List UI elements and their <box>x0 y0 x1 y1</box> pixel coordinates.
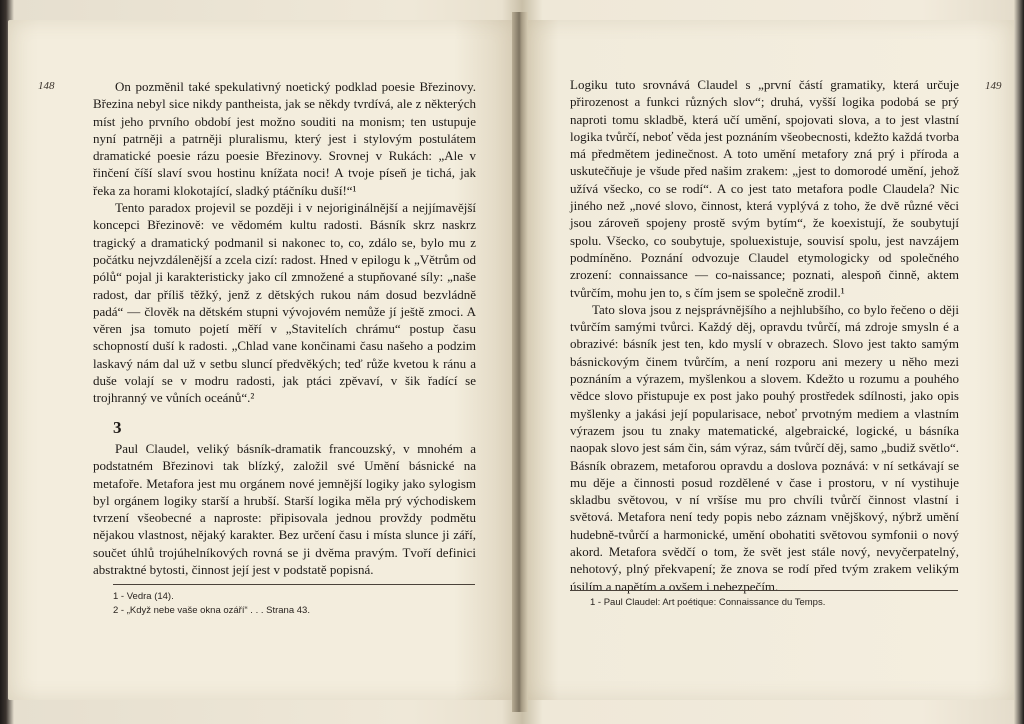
footnote-1: 1 - Vedra (14). <box>113 591 174 602</box>
section-number: 3 <box>113 418 122 437</box>
left-page-body <box>93 78 476 407</box>
right-footnote-1: 1 - Paul Claudel: Art poétique: Connaissance du Temps. <box>590 597 826 608</box>
right-paragraph-1: Logiku tuto srovnává Claudel s „první částí gramatiky, která určuje přirozenost a funkci různých slov“; druhá, vyšší logika podobá se prý naproti tomu skladbě, která učí umění, spojovati slova, a to jest vlastní logika tvůrčí, neboť věda jest poznáním všeobecnosti, kdežto každá tvorba má předmětem jedinečnost. A toto umění metafory zná prý i příroda a uskutečňuje je všude před našim zrakem: „jest to domorodé umění, jehož užívá všecko, co se rodí“. A co jest tato metafora podle Claudela? Nic jiného než „nové slovo, činnost, která vyplývá z toho, že dvě různé věci jsou zároveň spojeny prostě svým bytím“, že koexistují, že soubytují spolu. Všecko, co soubytuje, spoluexistuje, souvisí spolu, jest navzájem podmíněno. Poznání odvozuje Claudel etymologicky od společného zrození: connaissance — co-naissance; poznati, alespoň činně, aktem tvůrčím, mohu jen to, s čím jsem se společně zrodil.¹ <box>570 77 959 300</box>
footnote-2: 2 - „Když nebe vaše okna ozáří“ . . . Strana 43. <box>113 605 310 616</box>
right-paragraph-2: Tato slova jsou z nejsprávnějšího a nejhlubšího, co bylo řečeno o ději tvůrčím samými tvůrci. Každý děj, opravdu tvůrčí, má zdroje smysln é a obrazivé: básník jest ten, kdo myslí v obrazech. Slovo jest takto samým básnickovým činem tvůrčím, a není rozporu ani mezery u něho mezi poznáním a výrazem, myšlenkou a slovem. Kdežto u rozumu a pouhého vědce slovo přistupuje ex post jako pouhý prostředek sdílnosti, jako opis myšlenky a jakási její popularisace, neboť prvotným mediem a vlastním výrazem jsou tu znaky matematické, algebraické, logické, u básníka naopak slovo jest sám čin, sám výraz, sám tvůrčí děj, samo „budiž světlo“. Básník obrazem, metaforou opravdu a doslova poznává: v ní setkávají se mu děje a činnosti posud rozdělené v čase i prostoru, v ní vystihuje skladbu světovou, v ní vršíse mu pro chvíli tvůrčí činnost vlastní i světová. Metafora není tedy popis nebo záznam vnějškový, nýbrž umění hudebně-tvůrčí a harmonické, umění obohatiti světovou symfonii o nový akord. Metafora svědčí o tom, že svět jest stále nový, nevyčerpatelný, nehotový, plný překvapení; že znova se rodí před tvým zrakem velikým úsilím a napětím a ovšem i nebezpečím. <box>570 301 959 594</box>
left-paragraph-1: On pozměnil také spekulativný noetický podklad poesie Březinovy. Březina nebyl sice nikdy pantheista, jak se někdy tvrdívá, ale z některých míst jeho prvního období jest možno souditi na monism; ten ustupuje nyní patrněji a patrněji pluralismu, který jest i stylovým postulátem dramatické poesie rázu poesie Březinovy. Srovnej v Rukách: „Ale v řinčení číší slaví svou hostinu knížata noci! A tvoje píseň je tichá, jak řeka za horami klokotající, sladký ptáčníku duší!“¹ <box>93 79 476 198</box>
left-page-number: 148 <box>38 80 55 92</box>
right-page-body <box>570 76 959 595</box>
book-gutter <box>512 12 528 712</box>
right-footnote-rule <box>570 590 958 591</box>
left-section-body <box>93 440 476 578</box>
left-section-paragraph: Paul Claudel, veliký básník-dramatik francouzský, v mnohém a podstatném Březinovi tak blízký, založil své Umění básnické na metafoře. Metafora jest mu orgánem nové jemnější logiky jako sylogism byl orgánem logiky starší a hrubší. Starší logika měla prý východiskem tvrzení všeobecné a naproste: připisovala jednou provždy podmětu nějakou vlastnost, nějaký karakter. Bez určení času i místa slunce ji září, součet úhlů trojúhelníkových rovná se ji dvěma pravým. Tvoří definici abstraktné bytosti, činnost její jest v podstatě popisná. <box>93 441 476 578</box>
left-paragraph-2: Tento paradox projevil se později i v nejoriginálnější a nejjímavější koncepci Březinově: ve vědomém kultu radosti. Básník skrz naskrz tragický a dramatický podmanil si nakonec to, co, zdálo se, bylo mu z počátku nejvzdálenější a zcela cizí: radost. Hned v epilogu k „Větrům od pólů“ pojal ji karakteristicky jako cíl zmnožené a stupňované síly: „naše radost, dar příliš těžký, jenž z dětských rukou nám dosud bezvládně padá“ — člověk na dětském stupni vývojovém nemůže jí ještě zmoci. A věren jsa tomuto pojetí měří v „Stavitelích chrámu“ postup času schopností duší k radosti. „Chlad vane končinami času našeho a podzim laskavý nám dal už v setbu sluncí předvěkých; teď růže kvetou k ránu a duše volají se v modru radosti, jak ptáci zpěvaví, v šik řadící se trojhranný ve vůních oceánů“.² <box>93 200 476 406</box>
left-footnote-rule <box>113 584 475 585</box>
right-page-number: 149 <box>985 80 1002 92</box>
left-footnotes <box>113 590 473 618</box>
right-footnotes <box>590 596 960 610</box>
